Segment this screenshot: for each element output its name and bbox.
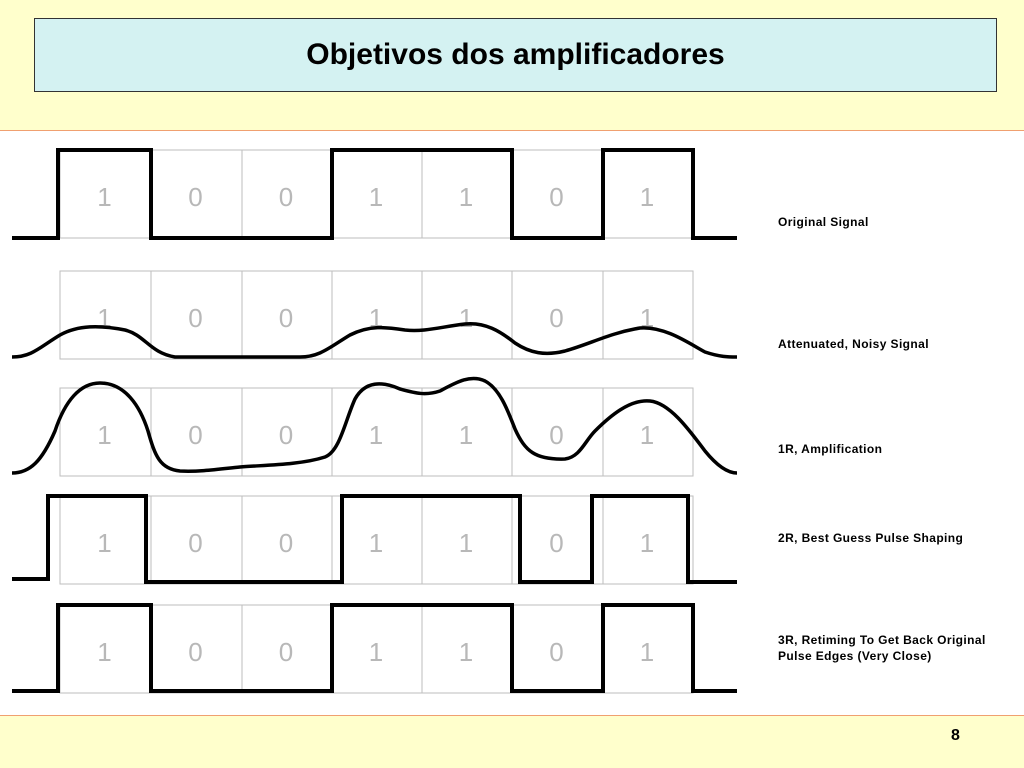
bit-label: 1 bbox=[97, 420, 112, 450]
bit-label: 0 bbox=[188, 637, 203, 667]
row-label-amplification: 1R, Amplification bbox=[778, 442, 883, 456]
bit-label: 1 bbox=[368, 303, 384, 333]
bit-label: 0 bbox=[549, 637, 564, 667]
bit-label: 0 bbox=[188, 528, 203, 558]
bit-label: 1 bbox=[97, 528, 112, 558]
bit-label: 1 bbox=[368, 637, 384, 667]
bit-label: 1 bbox=[97, 182, 112, 212]
slide-title: Objetivos dos amplificadores bbox=[306, 38, 725, 71]
bit-label: 1 bbox=[458, 420, 474, 450]
row-label-original: Original Signal bbox=[778, 215, 869, 229]
bit-label: 1 bbox=[368, 528, 384, 558]
bit-label: 1 bbox=[458, 637, 474, 667]
attenuated-signal-waveform bbox=[12, 324, 737, 357]
bit-label: 0 bbox=[188, 182, 203, 212]
bit-label: 1 bbox=[97, 637, 112, 667]
bit-label: 1 bbox=[458, 528, 474, 558]
bit-label: 0 bbox=[278, 303, 294, 333]
bit-label: 0 bbox=[188, 420, 203, 450]
title-box bbox=[34, 18, 997, 92]
bit-label: 1 bbox=[458, 182, 474, 212]
bit-label: 1 bbox=[97, 303, 112, 333]
bit-label: 0 bbox=[549, 528, 564, 558]
bit-label: 0 bbox=[278, 637, 294, 667]
bit-label: 0 bbox=[549, 303, 564, 333]
bit-label: 0 bbox=[278, 528, 294, 558]
bit-label: 1 bbox=[639, 182, 655, 212]
bit-label: 0 bbox=[278, 420, 294, 450]
bit-label: 1 bbox=[639, 637, 655, 667]
bit-label: 1 bbox=[639, 420, 655, 450]
bit-label-layer bbox=[97, 182, 654, 667]
row-label-attenuated: Attenuated, Noisy Signal bbox=[778, 337, 929, 351]
row-label-reshaping: 2R, Best Guess Pulse Shaping bbox=[778, 531, 964, 545]
bit-label: 1 bbox=[639, 303, 655, 333]
row-label-retiming: 3R, Retiming To Get Back Original Pulse Edges (Very Close) bbox=[778, 633, 986, 663]
bit-label: 0 bbox=[549, 182, 564, 212]
bit-label: 0 bbox=[188, 303, 203, 333]
bit-label: 1 bbox=[368, 182, 384, 212]
bit-label: 1 bbox=[458, 303, 474, 333]
bottom-divider bbox=[0, 715, 1024, 716]
page-number: 8 bbox=[951, 727, 960, 744]
bit-label: 0 bbox=[278, 182, 294, 212]
bit-label: 1 bbox=[368, 420, 384, 450]
bit-label: 1 bbox=[639, 528, 655, 558]
bit-label: 0 bbox=[549, 420, 564, 450]
